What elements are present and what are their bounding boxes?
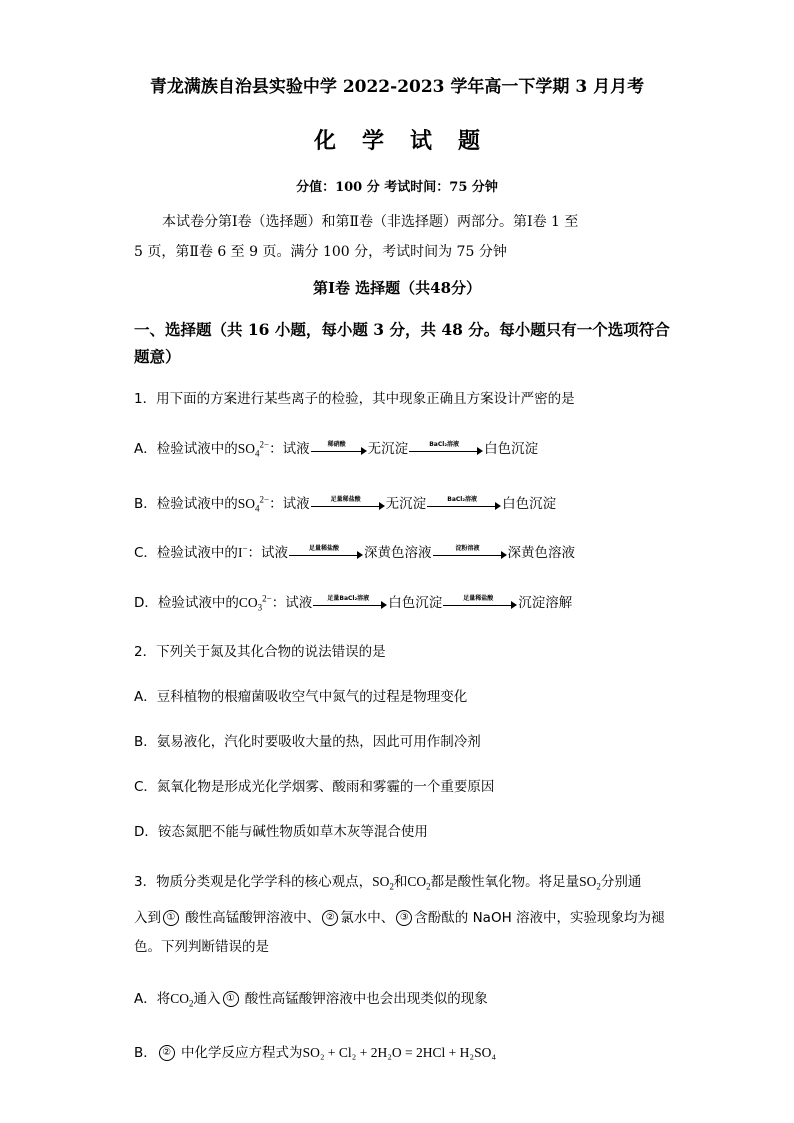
exam-meta: 分值：100 分 考试时间：75 分钟 — [296, 180, 498, 195]
q1-option-b: B．检验试液中的$SO_4^{2-}$：试液 足量稀盐酸 无沉淀 BaCl₂溶液 白色沉淀 — [134, 494, 557, 514]
exam-title: 化学试题 — [313, 128, 506, 154]
section-title: 第Ⅰ卷 选择题（共48分） — [312, 279, 482, 297]
intro-line-2: 5 页，第Ⅱ卷 6 至 9 页。满分 100 分，考试时间为 75 分钟 — [134, 244, 507, 260]
q2-option-c: C．氮氧化物是形成光化学烟雾、酸雨和雾霾的一个重要原因 — [134, 779, 495, 795]
q1-option-a: A．检验试液中的$SO_4^{2-}$：试液 稀硝酸 无沉淀 BaCl₂溶液 白色沉淀 — [134, 439, 539, 459]
q3-stem-line-3: 色。下列判断错误的是 — [134, 939, 269, 955]
circled-2-marker: ② — [322, 910, 338, 926]
reaction-arrow: 足量稀盐酸 — [289, 546, 363, 560]
q1-stem: 1．用下面的方案进行某些离子的检验，其中现象正确且方案设计严密的是 — [134, 391, 575, 407]
q2-option-d: D．铵态氮肥不能与碱性物质如草木灰等混合使用 — [134, 824, 428, 840]
q1-a-ion: $SO_4^{2-}$ — [237, 439, 270, 459]
reaction-arrow: 淀粉溶液 — [433, 546, 507, 560]
q3-option-b: B． ② 中化学反应方程式为SO₂ + Cl₂ + 2H₂O = 2HCl + H₂SO₄ — [134, 1045, 497, 1061]
reaction-arrow: 足量BaCl₂溶液 — [313, 596, 387, 610]
section-heading-line-1: 一、选择题（共 16 小题，每小题 3 分，共 48 分。每小题只有一个选项符合 — [134, 320, 670, 339]
q1-a-prefix: A．检验试液中的 — [134, 441, 238, 457]
circled-1-marker: ① — [163, 910, 179, 926]
q1-option-c: C．检验试液中的I−：试液 足量稀盐酸 深黄色溶液 淀粉溶液 深黄色溶液 — [134, 543, 576, 561]
q1-option-d: D．检验试液中的$CO_3^{2-}$：试液 足量BaCl₂溶液 白色沉淀 足量稀盐酸 沉淀溶解 — [134, 593, 573, 613]
reaction-arrow: BaCl₂溶液 — [427, 497, 501, 511]
reaction-arrow: BaCl₂溶液 — [409, 442, 483, 456]
q1-b-ion: $SO_4^{2-}$ — [237, 494, 270, 514]
reaction-equation: SO₂ + Cl₂ + 2H₂O = 2HCl + H₂SO₄ — [302, 1045, 497, 1060]
reaction-arrow: 足量稀盐酸 — [311, 497, 385, 511]
reaction-arrow: 稀硝酸 — [311, 442, 367, 456]
q2-option-b: B．氨易液化，汽化时要吸收大量的热，因此可用作制冷剂 — [134, 734, 481, 750]
q3-stem-line-1: 3．物质分类观是化学学科的核心观点，$SO_2$和$CO_2$都是酸性氧化物。将足量$SO_2$分别通 — [134, 874, 642, 892]
q3-stem-line-2: 入到 ① 酸性高锰酸钾溶液中、 ② 氯水中、 ③ 含酚酞的 NaOH 溶液中，实验现象均为褪 — [134, 910, 665, 926]
q2-option-a: A．豆科植物的根瘤菌吸收空气中氮气的过程是物理变化 — [134, 689, 468, 705]
intro-line-1: 本试卷分第Ⅰ卷（选择题）和第Ⅱ卷（非选择题）两部分。第Ⅰ卷 1 至 — [162, 214, 579, 230]
circled-3-marker: ③ — [396, 910, 412, 926]
circled-1-marker: ① — [223, 991, 239, 1007]
reaction-arrow: 足量稀盐酸 — [443, 596, 517, 610]
q2-stem: 2．下列关于氮及其化合物的说法错误的是 — [134, 644, 386, 660]
school-header: 青龙满族自治县实验中学 2022-2023 学年高一下学期 3 月月考 — [149, 77, 645, 97]
q1-c-ion: I− — [237, 543, 248, 560]
circled-2-marker: ② — [159, 1045, 175, 1061]
section-heading-line-2: 题意） — [134, 347, 181, 366]
q3-option-a: A．将$CO_2$通入 ① 酸性高锰酸钾溶液中也会出现类似的现象 — [134, 991, 488, 1009]
q1-d-ion: $CO_3^{2-}$ — [238, 593, 272, 613]
